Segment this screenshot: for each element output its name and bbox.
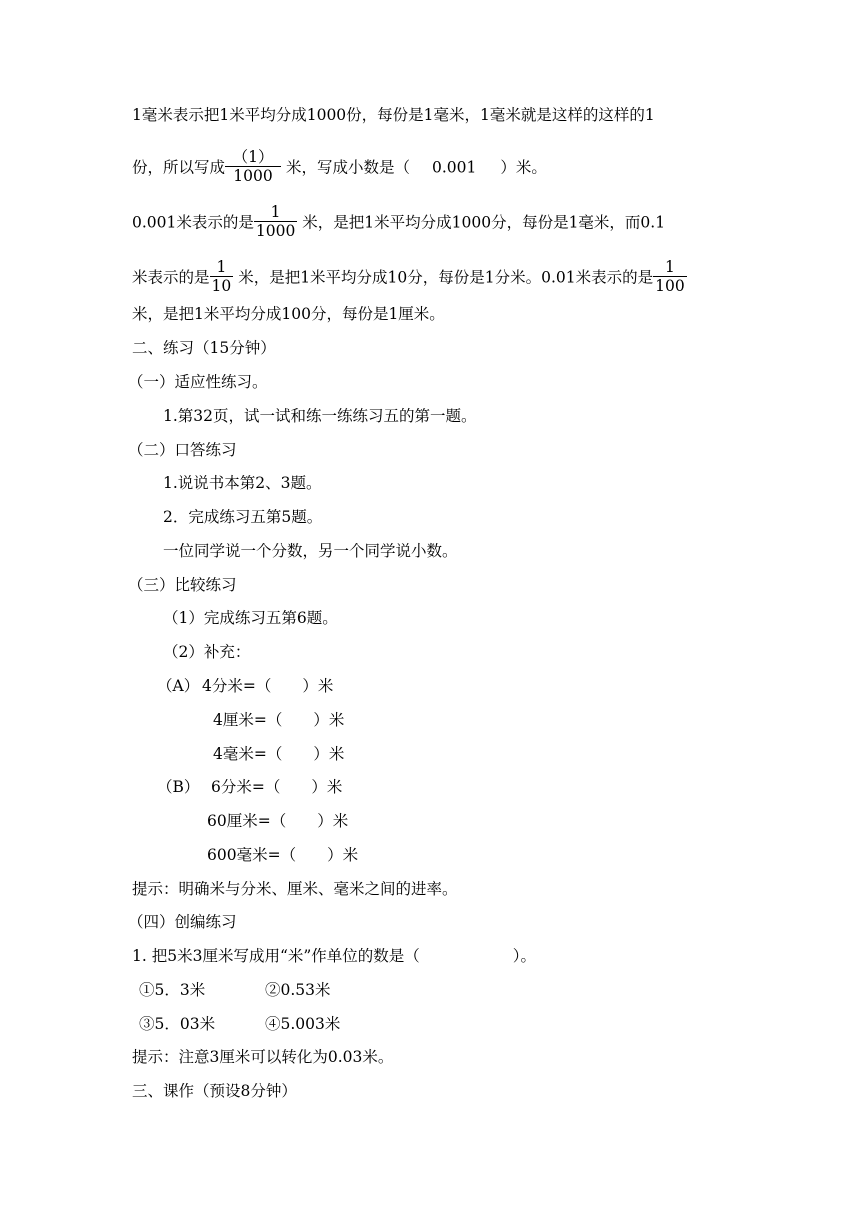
section-3-title: 三、课作（预设8分钟） — [132, 1082, 297, 1100]
subsection-2-item-2: 2．完成练习五第5题。 — [163, 508, 323, 526]
option-4: ④5.003米 — [265, 1015, 341, 1033]
p1-line2-text-c: ）米。 — [500, 158, 547, 177]
fraction-1-over-1000-a — [225, 148, 281, 185]
exercise-b1: 6分米=（ ）米 — [211, 778, 343, 796]
group-a-label: （A） — [157, 677, 200, 695]
option-1: ①5．3米 — [139, 981, 206, 999]
fraction-numerator: 1 — [216, 258, 227, 276]
option-2: ②0.53米 — [265, 981, 331, 999]
p2-text-a: 0.001米表示的是 — [132, 213, 254, 232]
p1-line1: 1毫米表示把1米平均分成1000份，每份是1毫米，1毫米就是这样的这样的1 — [132, 106, 655, 124]
p1-line2-text-a: 份，所以写成 — [132, 158, 226, 177]
exercise-b2: 60厘米=（ ）米 — [207, 812, 349, 830]
fraction-numerator: 1 — [665, 258, 675, 276]
p2-text-c: 米表示的是 — [132, 268, 210, 287]
subsection-1-item: 1.第32页，试一试和练一练练习五的第一题。 — [163, 407, 477, 425]
exercise-a1: 4分米=（ ）米 — [202, 677, 334, 695]
subsection-2-item-3: 一位同学说一个分数，另一个同学说小数。 — [163, 542, 458, 560]
subsection-4-title: （四）创编练习 — [128, 913, 237, 931]
p2-text-b: 米，是把1米平均分成1000分，每份是1毫米，而0.1 — [302, 213, 666, 232]
fraction-denominator: 100 — [655, 277, 685, 295]
fraction-1-over-1000-b — [254, 203, 297, 240]
fraction-numerator: （1） — [232, 148, 274, 166]
fraction-numerator: 1 — [270, 203, 281, 221]
exercise-b3: 600毫米=（ ）米 — [207, 846, 359, 864]
exercise-a3: 4毫米=（ ）米 — [213, 745, 345, 763]
hint-1: 提示：明确米与分米、厘米、毫米之间的进率。 — [132, 880, 458, 898]
fraction-1-over-10 — [210, 258, 234, 295]
section-2-title: 二、练习（15分钟） — [132, 339, 276, 357]
option-3: ③5．03米 — [139, 1015, 216, 1033]
p1-answer-value: 0.001 — [431, 158, 477, 177]
subsection-3-item-1: （1）完成练习五第6题。 — [163, 609, 338, 627]
p2-text-d: 米，是把1米平均分成10分，每份是1分米。0.01米表示的是 — [238, 268, 654, 287]
exercise-a2: 4厘米=（ ）米 — [213, 711, 345, 729]
hint-2: 提示：注意3厘米可以转化为0.03米。 — [132, 1048, 394, 1066]
fraction-denominator: 10 — [211, 277, 232, 295]
group-b-label: （B） — [157, 778, 200, 796]
fraction-denominator: 1000 — [255, 222, 296, 240]
p1-line2 — [132, 150, 547, 187]
subsection-3-item-2: （2）补充： — [163, 643, 251, 661]
p2-line2 — [132, 260, 687, 297]
subsection-1-title: （一）适应性练习。 — [128, 373, 268, 391]
fraction-1-over-100 — [653, 258, 687, 295]
subsection-2-title: （二）口答练习 — [128, 441, 237, 459]
p2-line1 — [132, 205, 665, 242]
question-1: 1. 把5米3厘米写成用“米”作单位的数是（ ）。 — [132, 947, 537, 965]
fraction-denominator: 1000 — [225, 166, 281, 185]
subsection-3-title: （三）比较练习 — [128, 576, 237, 594]
subsection-2-item-1: 1.说说书本第2、3题。 — [163, 474, 322, 492]
p2-line3: 米，是把1米平均分成100分，每份是1厘米。 — [132, 305, 445, 323]
p1-line2-text-b: 米，写成小数是（ — [285, 158, 410, 177]
